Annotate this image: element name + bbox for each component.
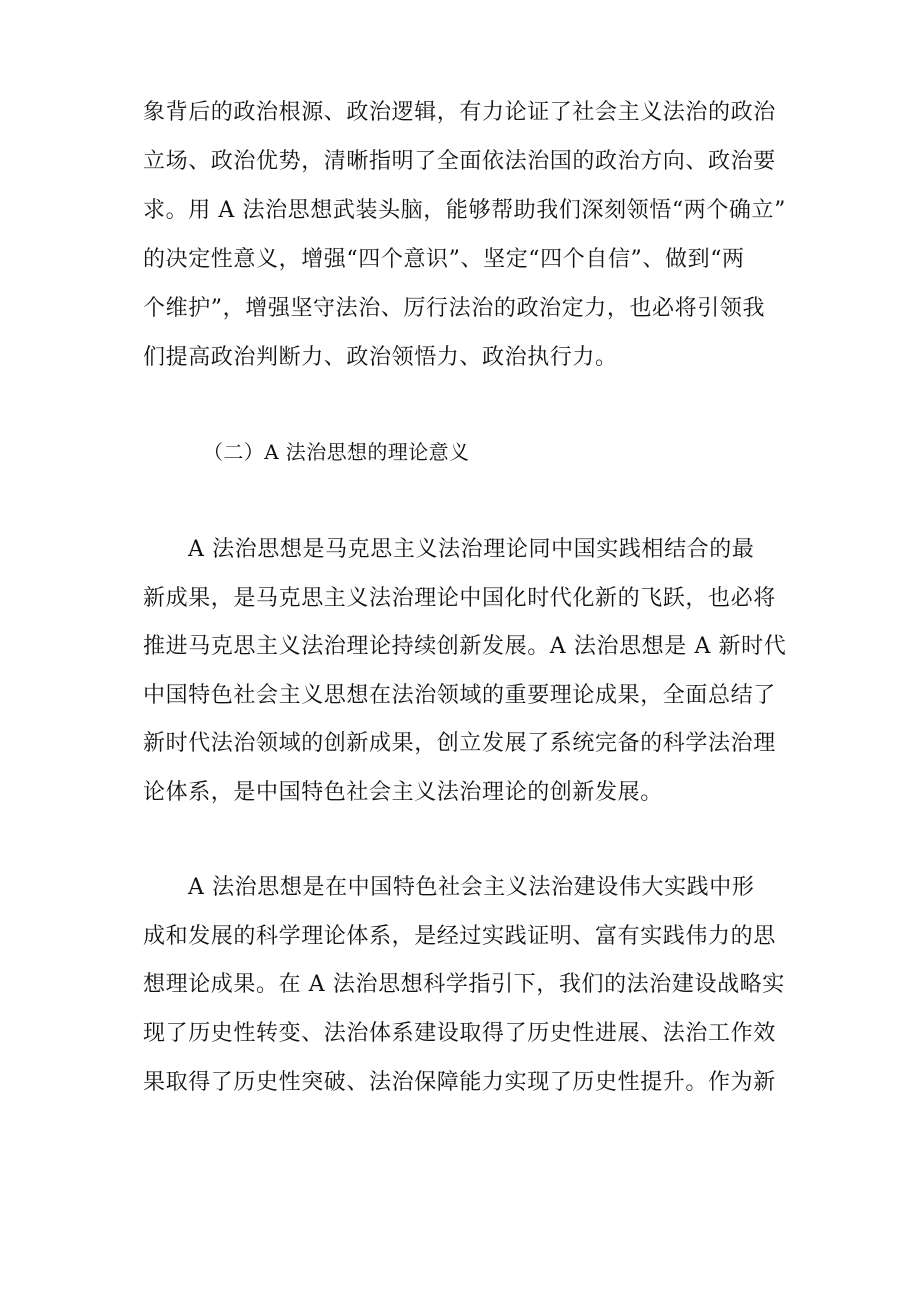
paragraph-2-line-6: 论体系，是中国特色社会主义法治理论的创新发展。 <box>143 780 663 805</box>
section-heading: （二）A 法治思想的理论意义 <box>203 440 470 464</box>
paragraph-1-line-5: 个维护”，增强坚守法治、厉行法治的政治定力，也必将引领我 <box>143 296 766 321</box>
paragraph-3-line-1: A 法治思想是在中国特色社会主义法治建设伟大实践中形 <box>188 875 755 900</box>
paragraph-1-line-3: 求。用 A 法治思想武装头脑，能够帮助我们深刻领悟“两个确立” <box>143 198 786 223</box>
paragraph-3-line-5: 果取得了历史性突破、法治保障能力实现了历史性提升。作为新 <box>143 1070 776 1095</box>
paragraph-2-line-3: 推进马克思主义法治理论持续创新发展。A 法治思想是 A 新时代 <box>143 634 787 659</box>
paragraph-1-line-1: 象背后的政治根源、政治逻辑，有力论证了社会主义法治的政治 <box>143 100 776 125</box>
paragraph-1-line-6: 们提高政治判断力、政治领悟力、政治执行力。 <box>143 345 618 370</box>
paragraph-3-line-2: 成和发展的科学理论体系，是经过实践证明、富有实践伟力的思 <box>143 924 776 949</box>
paragraph-3-line-3: 想理论成果。在 A 法治思想科学指引下，我们的法治建设战略实 <box>143 972 785 997</box>
paragraph-3-line-4: 现了历史性转变、法治体系建设取得了历史性进展、法治工作效 <box>143 1021 776 1046</box>
paragraph-1-line-4: 的决定性意义，增强“四个意识”、坚定“四个自信”、做到“两 <box>143 247 745 272</box>
paragraph-2-line-5: 新时代法治领域的创新成果，创立发展了系统完备的科学法治理 <box>143 731 776 756</box>
paragraph-1-line-2: 立场、政治优势，清晰指明了全面依法治国的政治方向、政治要 <box>143 149 776 174</box>
paragraph-2-line-4: 中国特色社会主义思想在法治领域的重要理论成果，全面总结了 <box>143 683 776 708</box>
paragraph-2-line-2: 新成果，是马克思主义法治理论中国化时代化新的飞跃，也必将 <box>143 586 776 611</box>
paragraph-2-line-1: A 法治思想是马克思主义法治理论同中国实践相结合的最 <box>188 537 755 562</box>
